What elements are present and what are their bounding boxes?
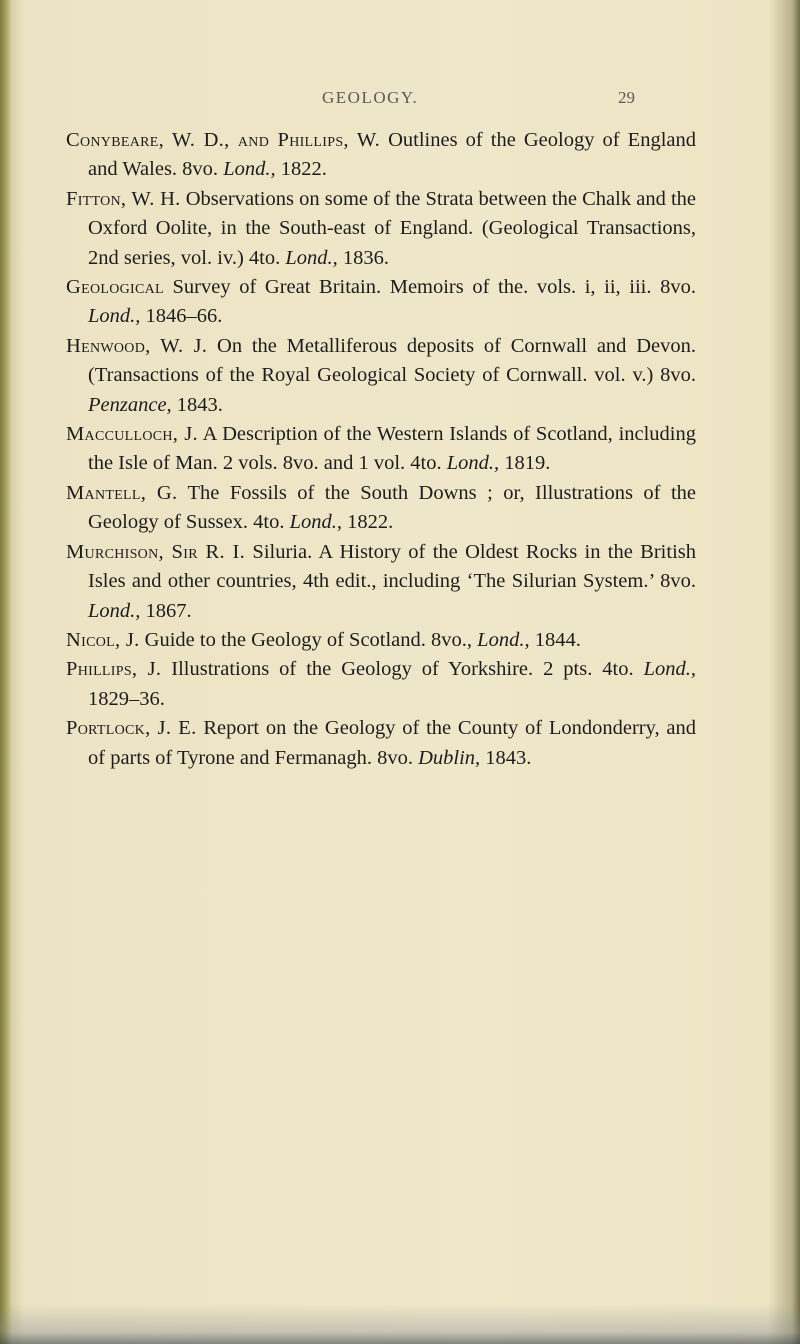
bibliography-list [66,126,696,773]
entry-text: The Fossils of the South Downs ; or, Illustrations of the Geology of Sussex. 4to. [88,481,696,534]
entry-text: Outlines of the Geology of England and Wales. 8vo. [88,129,696,181]
entry-year: 1822. [341,511,394,534]
entry-place: Lond., [643,658,696,681]
bibliography-entry [66,479,696,538]
entry-year: 1846–66. [140,305,223,328]
entry-place: Lond., [223,158,276,181]
entry-year: 1836. [337,246,390,269]
entry-year: 1822. [275,158,327,181]
bibliography-entry [66,332,696,420]
entry-place: Lond., [88,305,141,328]
entry-text: Report on the Geology of the County of Londonderry, and of parts of Tyrone and Fermanagh. 8vo. [88,717,697,769]
entry-author: Conybeare, W. D., and Phillips, W. [66,129,381,151]
entry-author: Mantell, G. [66,481,178,504]
entry-place: Lond., [285,246,338,269]
entry-author: Nicol, J. [66,628,140,651]
entry-text: Survey of Great Britain. Memoirs of the. vols. i, ii, iii. 8vo. [163,276,696,299]
entry-text: A Description of the Western Islands of Scotland, including the Isle of Man. 2 vols. 8vo. and 1 vol. 4to. [88,423,697,475]
entry-author: Murchison, Sir R. I. [66,540,246,563]
entry-year: 1829–36. [88,687,165,710]
bibliography-entry [66,655,696,714]
entry-place: Lond., [477,628,530,651]
entry-year: 1843. [171,393,223,416]
bibliography-entry [66,714,696,773]
bibliography-entry [66,626,696,655]
bibliography-entry [66,273,696,332]
bibliography-entry [66,185,696,273]
entry-year: 1844. [529,628,581,651]
entry-text: Observations on some of the Strata between the Chalk and the Oxford Oolite, in the South-east of England. (Geological Transactions, 2nd series, vol. iv.) 4to. [88,187,697,269]
running-head-title: GEOLOGY. [322,88,419,107]
entry-place: Dublin, [418,746,481,769]
entry-text: Siluria. A History of the Oldest Rocks in the British Isles and other countries, 4th edit., including ‘The Silurian System.’ 8vo. [88,540,696,593]
page-number: 29 [618,88,635,107]
entry-year: 1867. [140,599,192,622]
running-head [0,88,800,114]
entry-author: Portlock, J. E. [66,717,197,740]
bibliography-entry [66,126,696,185]
entry-author: Phillips, J. [66,658,162,681]
entry-author: Geological [66,276,164,299]
entry-place: Lond., [289,511,342,534]
bibliography-entry [66,538,696,626]
entry-text: Guide to the Geology of Scotland. 8vo., [139,628,478,651]
bibliography-entry [66,420,696,479]
entry-place: Lond., [88,599,141,622]
entry-text: On the Metalliferous deposits of Cornwall and Devon. (Transactions of the Royal Geological Society of Cornwall. vol. v.) 8vo. [88,334,696,387]
entry-place: Lond., [446,452,500,475]
entry-place: Penzance, [88,393,172,416]
entry-author: Fitton, W. H. [66,187,181,210]
entry-year: 1819. [499,452,551,475]
entry-text: Illustrations of the Geology of Yorkshire. 2 pts. 4to. [161,658,644,681]
entry-author: Macculloch, J. [66,423,198,446]
entry-year: 1843. [480,746,532,769]
entry-author: Henwood, W. J. [66,334,208,357]
